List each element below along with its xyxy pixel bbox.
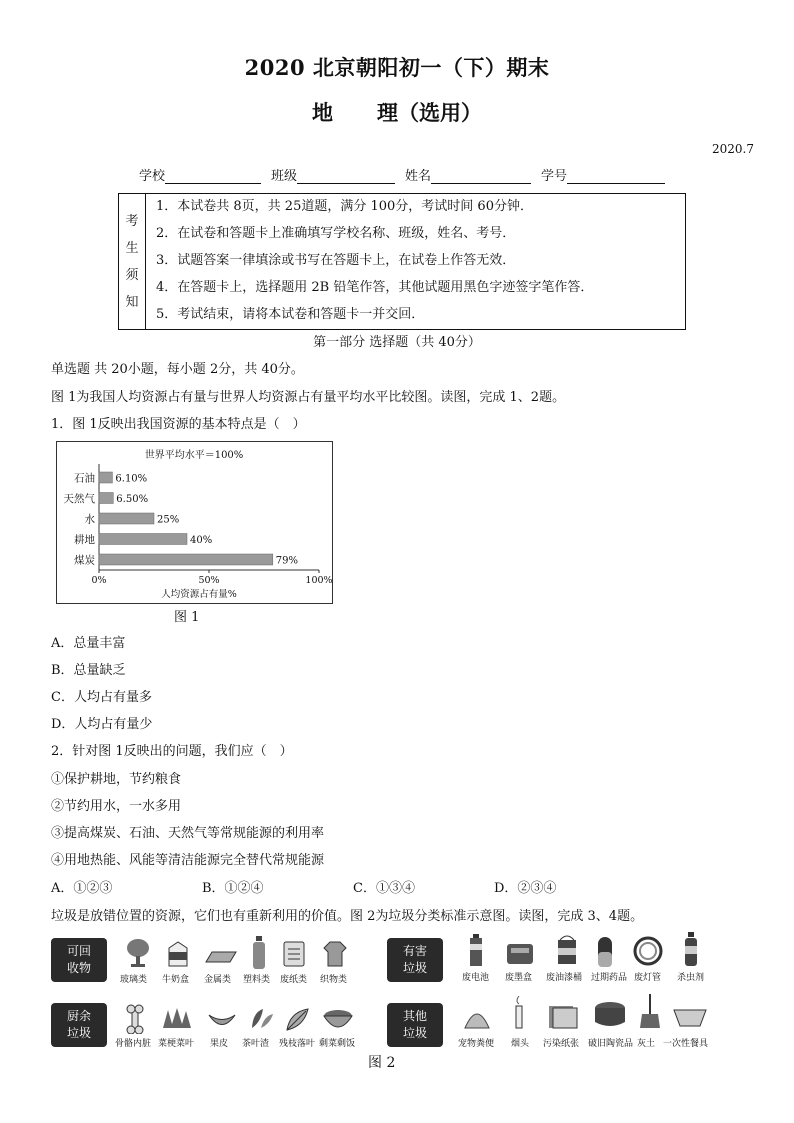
bar	[99, 493, 113, 504]
q2-choice-d[interactable]: D．②③④	[494, 881, 557, 896]
exam-title: 2020 北京朝阳初一（下）期末	[244, 55, 550, 80]
figure2-caption: 图 2	[368, 1055, 396, 1071]
part1-heading: 第一部分 选择题（共 40分）	[313, 335, 481, 350]
category-hazardous: 有害 垃圾	[387, 938, 443, 982]
q1-stem: 1．图 1反映出我国资源的基本特点是（ ）	[51, 417, 306, 432]
x-tick-label: 100%	[305, 575, 332, 586]
notice-item: 2．在试卷和答题卡上准确填写学校名称、班级，姓名、考号．	[156, 226, 516, 241]
glass-icon	[125, 938, 151, 968]
item-label: 破旧陶瓷品	[588, 1039, 634, 1049]
class-field[interactable]	[271, 165, 395, 184]
battery-icon	[468, 934, 484, 968]
item-label: 果皮	[210, 1039, 229, 1049]
exam-notice-table	[118, 193, 686, 330]
name-field[interactable]	[405, 165, 531, 184]
vegetable-icon	[160, 1006, 194, 1030]
notice-items	[146, 194, 686, 330]
q1-option-a[interactable]: A．总量丰富	[51, 636, 126, 651]
notice-side-label: 考 生 须 知	[119, 194, 146, 330]
pet-waste-icon	[462, 1004, 492, 1030]
item-label: 牛奶盒	[162, 975, 190, 985]
q1-option-c[interactable]: C．人均占有量多	[51, 690, 152, 705]
chart-title: 世界平均水平＝100%	[144, 450, 244, 461]
data-label: 6.50%	[116, 494, 149, 505]
tea-leaves-icon	[249, 1006, 275, 1032]
figure1-caption: 图 1	[174, 610, 200, 625]
bar	[99, 513, 154, 524]
plastic-bottle-icon	[251, 936, 267, 970]
item-label: 废纸类	[280, 975, 308, 985]
bar-chart-svg	[57, 442, 332, 603]
category-label: 煤炭	[74, 554, 95, 567]
q2-statement: ④用地热能、风能等清洁能源完全替代常规能源	[51, 853, 325, 868]
subtitle-part-b: 理（选用）	[377, 100, 482, 125]
item-label: 废灯管	[634, 973, 662, 983]
metal-icon	[204, 948, 238, 966]
item-label: 杀虫剂	[677, 973, 705, 983]
broken-ceramic-icon	[593, 1000, 627, 1030]
lamp-tube-icon	[633, 936, 663, 966]
bar	[99, 534, 187, 545]
q2-choice-a[interactable]: A．①②③	[51, 881, 113, 896]
fruit-peel-icon	[207, 1012, 237, 1030]
ink-cartridge-icon	[505, 940, 535, 966]
item-label: 灰土	[637, 1039, 656, 1049]
bar	[99, 472, 112, 483]
part1-instruction: 单选题 共 20小题，每小题 2分，共 40分。	[51, 362, 304, 377]
student-id-label: 学号	[541, 169, 568, 184]
disposable-tableware-icon	[673, 1008, 707, 1028]
item-label: 废墨盒	[505, 973, 533, 983]
category-label: 耕地	[74, 534, 95, 546]
item-label: 烟头	[511, 1039, 530, 1049]
x-axis-label: 人均资源占有量%	[161, 589, 237, 600]
category-kitchen: 厨余 垃圾	[51, 1003, 107, 1047]
item-label: 一次性餐具	[663, 1039, 709, 1049]
q1-option-d[interactable]: D．人均占有量少	[51, 717, 153, 732]
q2-stem: 2．针对图 1反映出的问题，我们应（ ）	[51, 744, 293, 759]
student-info-fields	[139, 165, 675, 184]
q2-statement: ②节约用水，一水多用	[51, 799, 182, 814]
category-other: 其他 垃圾	[387, 1003, 443, 1047]
category-label: 水	[84, 513, 95, 526]
milk-carton-icon	[165, 940, 191, 968]
exam-date: 2020.7	[712, 142, 754, 156]
item-label: 菜梗菜叶	[158, 1039, 195, 1049]
data-label: 25%	[157, 514, 180, 526]
notice-item: 3．试题答案一律填涂或书写在答题卡上，在试卷上作答无效．	[156, 253, 516, 268]
category-label: 石油	[74, 472, 95, 485]
name-label: 姓名	[405, 169, 432, 184]
part1-intro: 图 1为我国人均资源占有量与世界人均资源占有量平均水平比较图。读图，完成 1、2题。	[51, 390, 566, 405]
x-tick-label: 0%	[91, 575, 107, 586]
q2-statement: ③提高煤炭、石油、天然气等常规能源的利用率	[51, 826, 325, 841]
fabric-icon	[320, 940, 350, 968]
dirty-paper-icon	[547, 1004, 581, 1030]
data-label: 40%	[190, 535, 213, 546]
garbage-intro: 垃圾是放错位置的资源，它们也有重新利用的价值。图 2为垃圾分类标准示意图。读图，完成 3、4题。	[51, 909, 644, 924]
cigarette-icon	[513, 996, 525, 1030]
notice-item: 1．本试卷共 8页，共 25道题，满分 100分，考试时间 60分钟．	[156, 199, 533, 214]
dust-broom-icon	[639, 994, 661, 1030]
q2-choice-c[interactable]: C．①③④	[353, 881, 415, 896]
x-tick-label: 50%	[198, 575, 220, 586]
fallen-leaves-icon	[284, 1006, 312, 1032]
leftovers-icon	[322, 1008, 354, 1032]
item-label: 金属类	[204, 975, 232, 985]
school-label: 学校	[139, 169, 166, 184]
item-label: 茶叶渣	[242, 1039, 270, 1049]
insecticide-icon	[682, 932, 700, 968]
item-label: 宠物粪便	[458, 1039, 495, 1049]
item-label: 剩菜剩饭	[319, 1039, 356, 1049]
bar	[99, 554, 273, 565]
bone-icon	[124, 1004, 146, 1034]
item-label: 塑料类	[243, 975, 271, 985]
q2-statement: ①保护耕地，节约粮食	[51, 772, 182, 787]
school-field[interactable]	[139, 165, 261, 184]
category-recyclable: 可回 收物	[51, 938, 107, 982]
q2-choice-b[interactable]: B．①②④	[202, 881, 264, 896]
item-label: 织物类	[320, 975, 348, 985]
figure1-chart	[56, 441, 333, 604]
q1-option-b[interactable]: B．总量缺乏	[51, 663, 126, 678]
subtitle-part-a: 地	[312, 100, 333, 125]
item-label: 残枝落叶	[279, 1039, 316, 1049]
paper-icon	[282, 940, 306, 968]
item-label: 废电池	[462, 973, 490, 983]
item-label: 过期药品	[591, 973, 628, 983]
item-label: 骨骼内脏	[115, 1039, 152, 1049]
medicine-icon	[597, 936, 613, 968]
item-label: 废油漆桶	[546, 973, 583, 983]
item-label: 玻璃类	[120, 975, 148, 985]
exam-subtitle	[0, 97, 794, 127]
item-label: 污染纸张	[543, 1039, 580, 1049]
data-label: 79%	[275, 555, 299, 567]
paint-bucket-icon	[556, 934, 578, 966]
notice-item: 4．在答题卡上，选择题用 2B 铅笔作答，其他试题用黑色字迹签字笔作答．	[156, 280, 594, 295]
category-label: 天然气	[63, 493, 95, 505]
data-label: 6.10%	[115, 473, 148, 485]
class-label: 班级	[271, 169, 298, 184]
student-id-field[interactable]	[541, 165, 665, 184]
notice-item: 5．考试结束，请将本试卷和答题卡一并交回．	[156, 307, 425, 322]
